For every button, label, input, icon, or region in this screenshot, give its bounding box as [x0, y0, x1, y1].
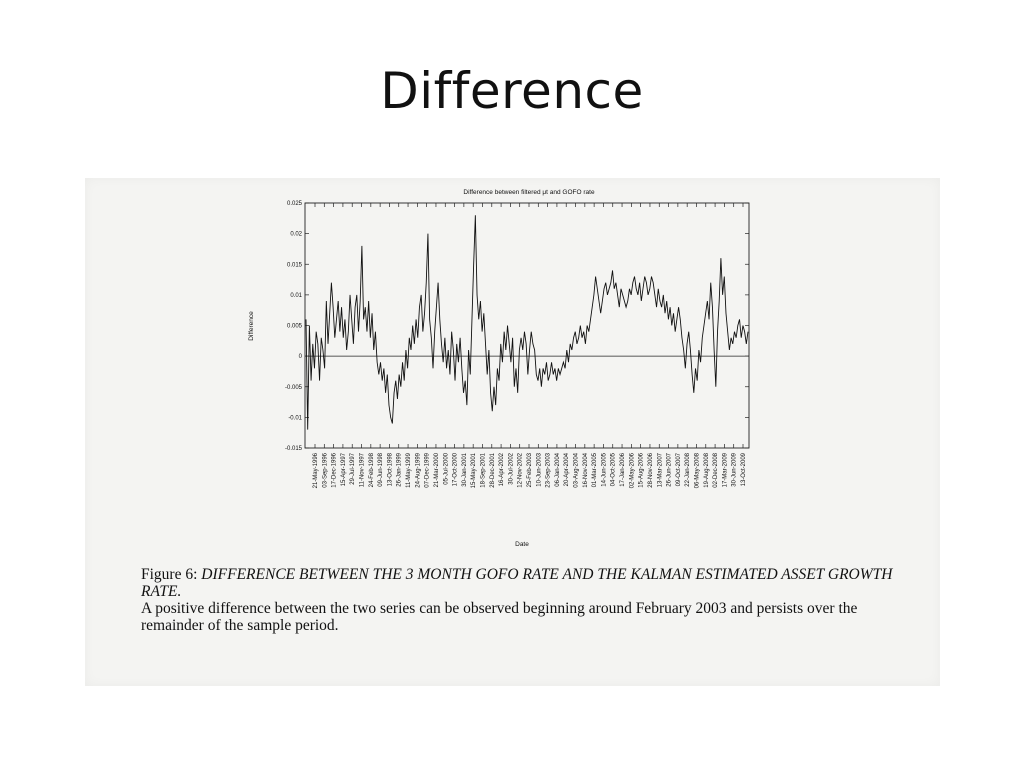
x-tick-label: 26-Jan-1999	[396, 453, 403, 487]
series-line-difference	[306, 215, 748, 429]
y-tick-label: 0.01	[290, 292, 302, 299]
x-tick-label: 11-Nov-1997	[359, 453, 366, 488]
x-tick-label: 30-Jul-2002	[508, 453, 515, 485]
x-tick-label: 17-Dec-1996	[331, 453, 338, 488]
x-tick-label: 17-Jan-2006	[620, 453, 627, 487]
figure-label: Figure 6:	[141, 566, 198, 583]
x-tick-label: 16-Nov-2004	[582, 453, 589, 488]
x-tick-label: 06-May-2008	[694, 453, 701, 489]
x-tick-label: 07-Dec-1999	[424, 453, 431, 488]
figure-title: DIFFERENCE BETWEEN THE 3 MONTH GOFO RATE AND THE KALMAN ESTIMATED ASSET GROWTH RATE.	[141, 566, 893, 600]
y-tick-label: 0.015	[286, 262, 302, 269]
figure-caption	[141, 566, 901, 634]
x-tick-label: 02-May-2006	[629, 453, 636, 489]
x-tick-label: 02-Dec-2008	[713, 453, 720, 488]
x-tick-label: 15-Aug-2006	[638, 453, 645, 488]
x-tick-label: 24-Aug-1999	[415, 453, 422, 488]
x-tick-label: 22-Jan-2008	[685, 453, 692, 487]
y-tick-label: 0.025	[286, 201, 302, 207]
x-tick-label: 03-Sep-1996	[322, 453, 329, 488]
x-tick-label: 21-Mar-2000	[433, 453, 440, 488]
y-axis-label: Difference	[248, 311, 255, 341]
x-tick-label: 13-Oct-1998	[387, 453, 394, 487]
x-tick-label: 11-May-1999	[406, 453, 413, 488]
x-tick-label: 15-May-2001	[471, 453, 478, 489]
scanned-figure	[85, 178, 940, 686]
x-tick-label: 13-Mar-2007	[657, 453, 664, 488]
x-tick-label: 28-Dec-2001	[489, 453, 496, 488]
x-tick-label: 28-Nov-2006	[647, 453, 654, 488]
x-tick-label: 04-Oct-2005	[610, 453, 617, 487]
slide-title: Difference	[380, 62, 644, 120]
x-tick-label: 26-Jun-2007	[666, 453, 673, 487]
x-tick-label: 21-May-1996	[313, 453, 319, 489]
x-tick-label: 03-Aug-2004	[573, 453, 580, 488]
x-tick-label: 06-Jan-2004	[554, 453, 561, 487]
x-tick-label: 17-Mar-2009	[722, 453, 729, 488]
x-tick-label: 18-Sep-2001	[480, 453, 487, 488]
x-tick-label: 14-Jun-2005	[601, 453, 608, 487]
x-tick-label: 05-Jul-2000	[443, 453, 450, 485]
x-tick-label: 10-Jun-2003	[536, 453, 543, 487]
chart-title: Difference between filtered μt and GOFO rate	[463, 189, 595, 196]
x-tick-label: 16-Apr-2002	[499, 453, 506, 487]
x-tick-label: 09-Jun-1998	[378, 453, 385, 487]
x-tick-label: 19-Aug-2008	[703, 453, 710, 488]
x-axis-label: Date	[515, 541, 529, 548]
y-tick-label: -0.005	[284, 384, 302, 391]
y-tick-label: -0.015	[284, 446, 302, 452]
y-tick-label: 0	[298, 354, 302, 361]
x-tick-label: 23-Sep-2003	[545, 453, 552, 488]
x-tick-label: 24-Feb-1998	[368, 453, 375, 488]
caption-body: A positive difference between the two series can be observed beginning around February 2003 and persists over the remainder of the sample period.	[141, 600, 858, 634]
x-tick-label: 30-Jan-2001	[461, 453, 468, 487]
x-tick-label: 01-Mar-2005	[592, 453, 599, 488]
x-tick-label: 29-Jul-1997	[350, 453, 357, 485]
x-tick-label: 17-Oct-2000	[452, 453, 459, 487]
y-tick-label: 0.005	[286, 323, 302, 330]
x-tick-label: 12-Nov-2002	[517, 453, 524, 488]
y-tick-label: 0.02	[290, 231, 302, 238]
y-tick-label: -0.01	[288, 415, 302, 422]
x-tick-label: 25-Feb-2003	[527, 453, 533, 488]
caption-heading	[141, 566, 901, 600]
line-chart	[85, 178, 940, 558]
x-tick-label: 20-Apr-2004	[564, 453, 571, 487]
x-tick-label: 09-Oct-2007	[675, 453, 682, 487]
x-tick-label: 30-Jun-2009	[731, 453, 738, 487]
x-tick-label: 13-Oct-2009	[741, 453, 747, 487]
x-tick-label: 15-Apr-1997	[340, 453, 347, 487]
